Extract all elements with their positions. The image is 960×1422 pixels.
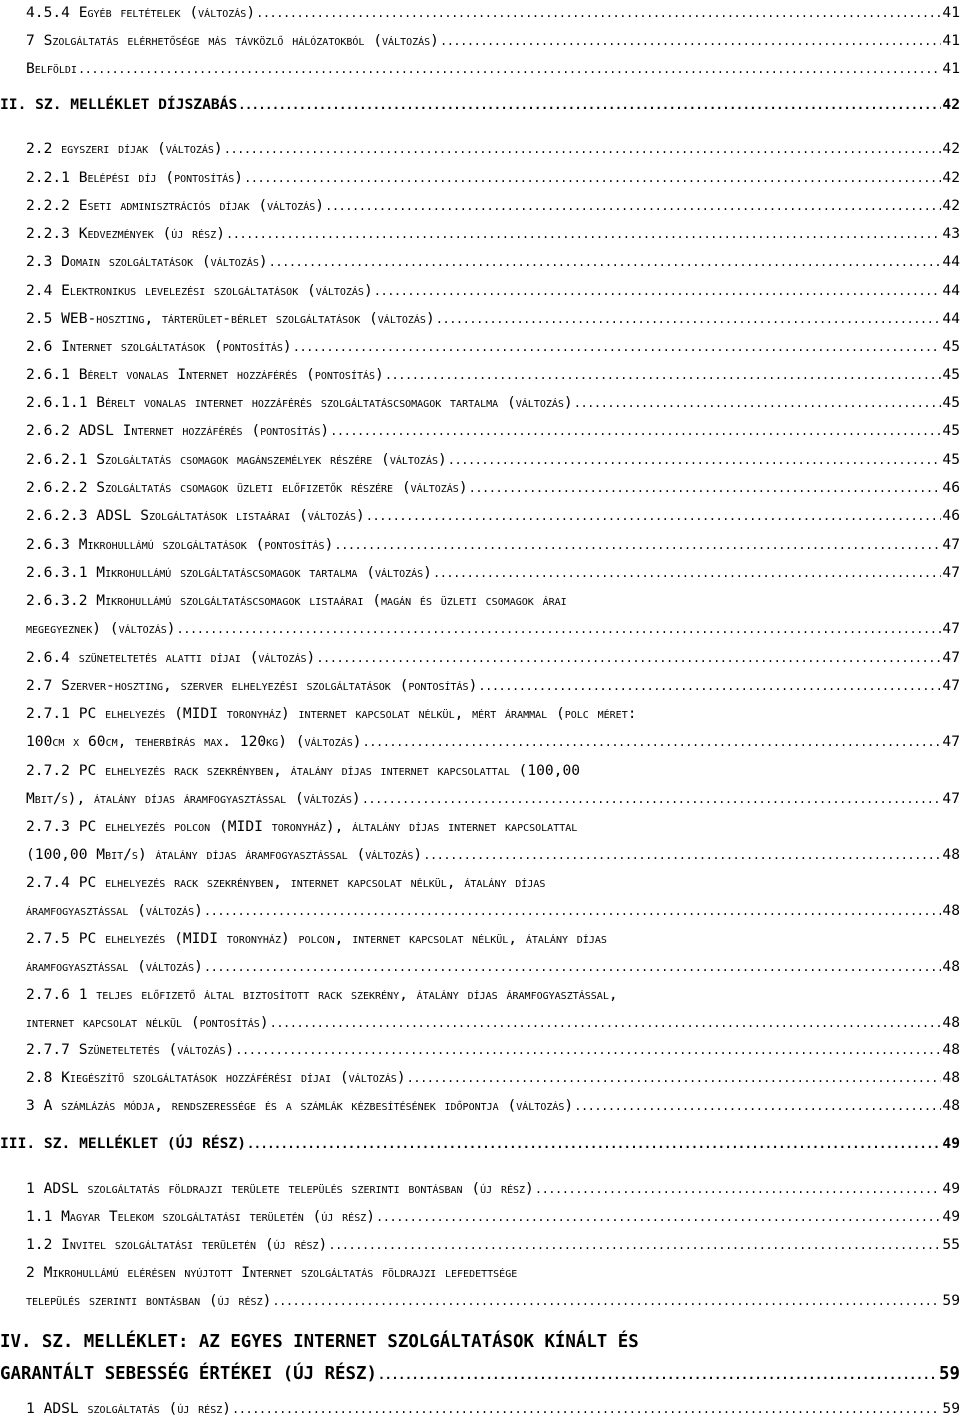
dot-leader xyxy=(363,733,942,751)
toc-page-number: 46 xyxy=(942,507,960,524)
toc-entry-title-continued: áramfogyasztással (változás) xyxy=(26,902,203,919)
dot-leader xyxy=(235,1041,941,1059)
toc-entry[interactable] xyxy=(26,705,960,751)
toc-entry[interactable] xyxy=(26,1264,960,1310)
toc-entry-title: 3 A számlázás módja, rendszeressége és a számlák kézbesítésének időpontja (változás) xyxy=(26,1097,574,1114)
toc-page-number: 48 xyxy=(942,958,960,975)
toc-page-number: 45 xyxy=(942,338,960,355)
dot-leader xyxy=(293,338,942,356)
toc-entry[interactable] xyxy=(26,60,960,78)
dot-leader xyxy=(244,169,941,187)
toc-entry-title: 2.4 Elektronikus levelezési szolgáltatások (változás) xyxy=(26,282,373,299)
toc-entry[interactable] xyxy=(26,422,960,440)
toc-entry[interactable] xyxy=(26,536,960,554)
toc-entry[interactable] xyxy=(26,225,960,243)
toc-page-number: 47 xyxy=(942,536,960,553)
dot-leader xyxy=(440,32,941,50)
dot-leader xyxy=(378,1363,938,1387)
toc-page-number: 47 xyxy=(942,649,960,666)
dot-leader xyxy=(204,902,942,920)
toc-page-number: 59 xyxy=(939,1364,960,1384)
toc-entry[interactable] xyxy=(0,1135,960,1153)
dot-leader xyxy=(325,197,941,215)
toc-entry[interactable] xyxy=(26,1097,960,1115)
toc-entry[interactable] xyxy=(26,762,960,808)
toc-entry-title-continued: áramfogyasztással (változás) xyxy=(26,958,203,975)
toc-page-number: 42 xyxy=(942,169,960,186)
toc-entry-title: 2.7.5 PC elhelyezés (MIDI toronyház) polcon, internet kapcsolat nélkül, átalány díjas xyxy=(26,930,607,947)
toc-page-number: 59 xyxy=(942,1400,960,1417)
dot-leader xyxy=(78,60,941,78)
toc-entry[interactable] xyxy=(26,140,960,158)
toc-entry-title: 2.2 egyszeri díjak (változás) xyxy=(26,140,223,157)
toc-page-number: 47 xyxy=(942,733,960,750)
toc-page-number: 44 xyxy=(942,253,960,270)
toc-page-number: 45 xyxy=(942,422,960,439)
toc-page-number: 45 xyxy=(942,394,960,411)
toc-page-number: 49 xyxy=(942,1180,960,1197)
toc-entry[interactable] xyxy=(26,564,960,582)
toc-entry[interactable] xyxy=(26,1400,960,1418)
dot-leader xyxy=(247,1135,941,1153)
toc-page-number: 41 xyxy=(942,4,960,21)
toc-entry[interactable] xyxy=(26,649,960,667)
toc-page-number: 42 xyxy=(942,140,960,157)
toc-page-number: 47 xyxy=(942,564,960,581)
toc-entry-title: 2 Mikrohullámú elérésen nyújtott Internet szolgáltatás földrajzi lefedettsége xyxy=(26,1264,518,1281)
dot-leader xyxy=(204,958,942,976)
toc-entry-title: 1 ADSL szolgáltatás földrajzi területe település szerinti bontásban (új rész) xyxy=(26,1180,534,1197)
toc-entry[interactable] xyxy=(26,253,960,271)
dot-leader xyxy=(366,507,942,525)
dot-leader xyxy=(423,846,941,864)
dot-leader xyxy=(238,96,941,114)
toc-entry-title: 2.6.3 Mikrohullámú szolgáltatások (pontosítás) xyxy=(26,536,334,553)
dot-leader xyxy=(328,1236,941,1254)
toc-entry[interactable] xyxy=(26,4,960,22)
toc-entry-title: 2.7.2 PC elhelyezés rack szekrényben, átalány díjas internet kapcsolattal (100,00 xyxy=(26,762,581,779)
toc-entry[interactable] xyxy=(26,197,960,215)
toc-entry-title: 2.5 WEB-hoszting, tárterület-bérlet szolgáltatások (változás) xyxy=(26,310,435,327)
toc-page-number: 48 xyxy=(942,1097,960,1114)
toc-entry[interactable] xyxy=(26,930,960,976)
toc-entry-title: 2.2.3 Kedvezmények (új rész) xyxy=(26,225,225,242)
toc-entry-title: 2.3 Domain szolgáltatások (változás) xyxy=(26,253,268,270)
dot-leader xyxy=(385,366,942,384)
toc-entry[interactable] xyxy=(26,169,960,187)
toc-page-number: 46 xyxy=(942,479,960,496)
toc-page-number: 55 xyxy=(942,1236,960,1253)
dot-leader xyxy=(436,310,942,328)
toc-entry-title: 2.2.2 Eseti adminisztrációs díjak (változás) xyxy=(26,197,325,214)
dot-leader xyxy=(574,394,942,412)
toc-entry-title: 2.6.3.2 Mikrohullámú szolgáltatáscsomagok listaárai (magán és üzleti csomagok árai xyxy=(26,592,567,609)
toc-page-number: 45 xyxy=(942,451,960,468)
toc-page-number: 42 xyxy=(942,96,960,113)
toc-page-number: 47 xyxy=(942,790,960,807)
toc-page-number: 48 xyxy=(942,1069,960,1086)
toc-entry[interactable] xyxy=(26,874,960,920)
toc-entry-title: 2.2.1 Belépési díj (pontosítás) xyxy=(26,169,244,186)
toc-page-number: 42 xyxy=(942,197,960,214)
toc-page-number: 45 xyxy=(942,366,960,383)
toc-entry-title: 1.2 Invitel szolgáltatási területén (új rész) xyxy=(26,1236,328,1253)
toc-entry-title-continued: (100,00 Mbit/s) átalány díjas áramfogyasztással (változás) xyxy=(26,846,423,863)
dot-leader xyxy=(574,1097,941,1115)
toc-entry-title: 2.7 Szerver-hoszting, szerver elhelyezési szolgáltatások (pontosítás) xyxy=(26,677,478,694)
toc-entry-title: 4.5.4 Egyéb feltételek (változás) xyxy=(26,4,256,21)
toc-page-number: 59 xyxy=(942,1292,960,1309)
toc-entry-title: 2.7.6 1 teljes előfizető által biztosított rack szekrény, átalány díjas áramfogyasztással, xyxy=(26,986,618,1003)
toc-entry[interactable] xyxy=(26,282,960,300)
toc-entry-title: II. SZ. MELLÉKLET DÍJSZABÁS xyxy=(0,96,238,113)
toc-entry-title: 2.6.1 Bérelt vonalas Internet hozzáférés (pontosítás) xyxy=(26,366,384,383)
dot-leader xyxy=(272,1292,941,1310)
dot-leader xyxy=(334,536,941,554)
toc-entry-title: 1.1 Magyar Telekom szolgáltatási területén (új rész) xyxy=(26,1208,376,1225)
toc-entry[interactable] xyxy=(26,507,960,525)
toc-entry[interactable] xyxy=(26,394,960,412)
toc-entry-title: 2.7.4 PC elhelyezés rack szekrényben, internet kapcsolat nélkül, átalány díjas xyxy=(26,874,546,891)
dot-leader xyxy=(232,1400,941,1418)
toc-entry-title: 2.6.1.1 Bérelt vonalas internet hozzáférés szolgáltatáscsomagok tartalma (változás) xyxy=(26,394,573,411)
dot-leader xyxy=(256,4,941,22)
toc-entry-title: 2.6.2 ADSL Internet hozzáférés (pontosítás) xyxy=(26,422,330,439)
toc-page-number: 43 xyxy=(942,225,960,242)
toc-page-number: 41 xyxy=(942,32,960,49)
toc-page-number: 49 xyxy=(942,1135,960,1152)
toc-entry-title: 2.8 Kiegészítő szolgáltatások hozzáférési díjai (változás) xyxy=(26,1069,406,1086)
dot-leader xyxy=(535,1180,942,1198)
toc-entry-title: 2.6.2.3 ADSL Szolgáltatások listaárai (változás) xyxy=(26,507,365,524)
toc-page-number: 47 xyxy=(942,620,960,637)
toc-entry[interactable] xyxy=(26,1180,960,1198)
dot-leader xyxy=(177,620,942,638)
toc-entry-title: 2.7.7 Szüneteltetés (változás) xyxy=(26,1041,235,1058)
toc-entry[interactable] xyxy=(0,1330,960,1386)
toc-entry-title-continued: megegyeznek) (változás) xyxy=(26,620,176,637)
toc-entry[interactable] xyxy=(26,451,960,469)
toc-entry-title-continued: internet kapcsolat nélkül (pontosítás) xyxy=(26,1014,269,1031)
toc-entry[interactable] xyxy=(26,338,960,356)
toc-entry-title: 2.6.3.1 Mikrohullámú szolgáltatáscsomagok tartalma (változás) xyxy=(26,564,432,581)
toc-entry[interactable] xyxy=(26,310,960,328)
toc-entry[interactable] xyxy=(26,592,960,638)
toc-page-number: 41 xyxy=(942,60,960,77)
toc-entry[interactable] xyxy=(26,818,960,864)
dot-leader xyxy=(269,253,942,271)
toc-entry[interactable] xyxy=(26,479,960,497)
dot-leader xyxy=(376,1208,941,1226)
dot-leader xyxy=(469,479,942,497)
toc-entry[interactable] xyxy=(26,366,960,384)
dot-leader xyxy=(270,1014,942,1032)
toc-page-number: 44 xyxy=(942,282,960,299)
toc-entry-title: 2.6.4 szüneteltetés alatti díjai (változás) xyxy=(26,649,316,666)
toc-entry[interactable] xyxy=(26,32,960,50)
toc-page-number: 48 xyxy=(942,1041,960,1058)
dot-leader xyxy=(316,649,941,667)
dot-leader xyxy=(478,677,941,695)
toc-page-number: 48 xyxy=(942,1014,960,1031)
toc-entry-title: 2.7.1 PC elhelyezés (MIDI toronyház) internet kapcsolat nélkül, mért árammal (polc méret: xyxy=(26,705,637,722)
toc-entry[interactable] xyxy=(0,96,960,114)
dot-leader xyxy=(407,1069,942,1087)
dot-leader xyxy=(448,451,942,469)
toc-entry-title-continued: Mbit/s), átalány díjas áramfogyasztással (változás) xyxy=(26,790,361,807)
toc-entry-title: Belföldi xyxy=(26,60,77,77)
toc-page-number: 47 xyxy=(942,677,960,694)
toc-entry-title-continued: GARANTÁLT SEBESSÉG ÉRTÉKEI (ÚJ RÉSZ) xyxy=(0,1364,377,1384)
toc-entry-title-continued: település szerinti bontásban (új rész) xyxy=(26,1292,272,1309)
dot-leader xyxy=(226,225,941,243)
dot-leader xyxy=(224,140,942,158)
toc-entry-title: 2.6.2.2 Szolgáltatás csomagok üzleti előfizetők részére (változás) xyxy=(26,479,468,496)
toc-entry-title-continued: 100cm x 60cm, teherbírás max. 120kg) (változás) xyxy=(26,733,362,750)
toc-page-number: 44 xyxy=(942,310,960,327)
toc-entry[interactable] xyxy=(26,1236,960,1254)
toc-entry[interactable] xyxy=(26,1208,960,1226)
toc-entry[interactable] xyxy=(26,1041,960,1059)
toc-entry-title: 1 ADSL szolgáltatás (új rész) xyxy=(26,1400,232,1417)
toc-page-number: 48 xyxy=(942,902,960,919)
toc-entry-title: 2.6.2.1 Szolgáltatás csomagok magánszemélyek részére (változás) xyxy=(26,451,447,468)
dot-leader xyxy=(362,790,942,808)
toc-entry-title: 2.6 Internet szolgáltatások (pontosítás) xyxy=(26,338,292,355)
dot-leader xyxy=(330,422,941,440)
toc-page-number: 49 xyxy=(942,1208,960,1225)
toc-entry-title: 2.7.3 PC elhelyezés polcon (MIDI toronyház), általány díjas internet kapcsolattal xyxy=(26,818,578,835)
toc-entry-title: 7 Szolgáltatás elérhetősége más távközlő hálózatokból (változás) xyxy=(26,32,439,49)
toc-entry[interactable] xyxy=(26,986,960,1032)
toc-entry-title: III. SZ. MELLÉKLET (ÚJ RÉSZ) xyxy=(0,1135,247,1152)
toc-page-number: 48 xyxy=(942,846,960,863)
dot-leader xyxy=(374,282,942,300)
toc-entry[interactable] xyxy=(26,677,960,695)
dot-leader xyxy=(433,564,941,582)
toc-entry-title: IV. SZ. MELLÉKLET: AZ EGYES INTERNET SZOLGÁLTATÁSOK KÍNÁLT ÉS xyxy=(0,1332,639,1352)
toc-entry[interactable] xyxy=(26,1069,960,1087)
